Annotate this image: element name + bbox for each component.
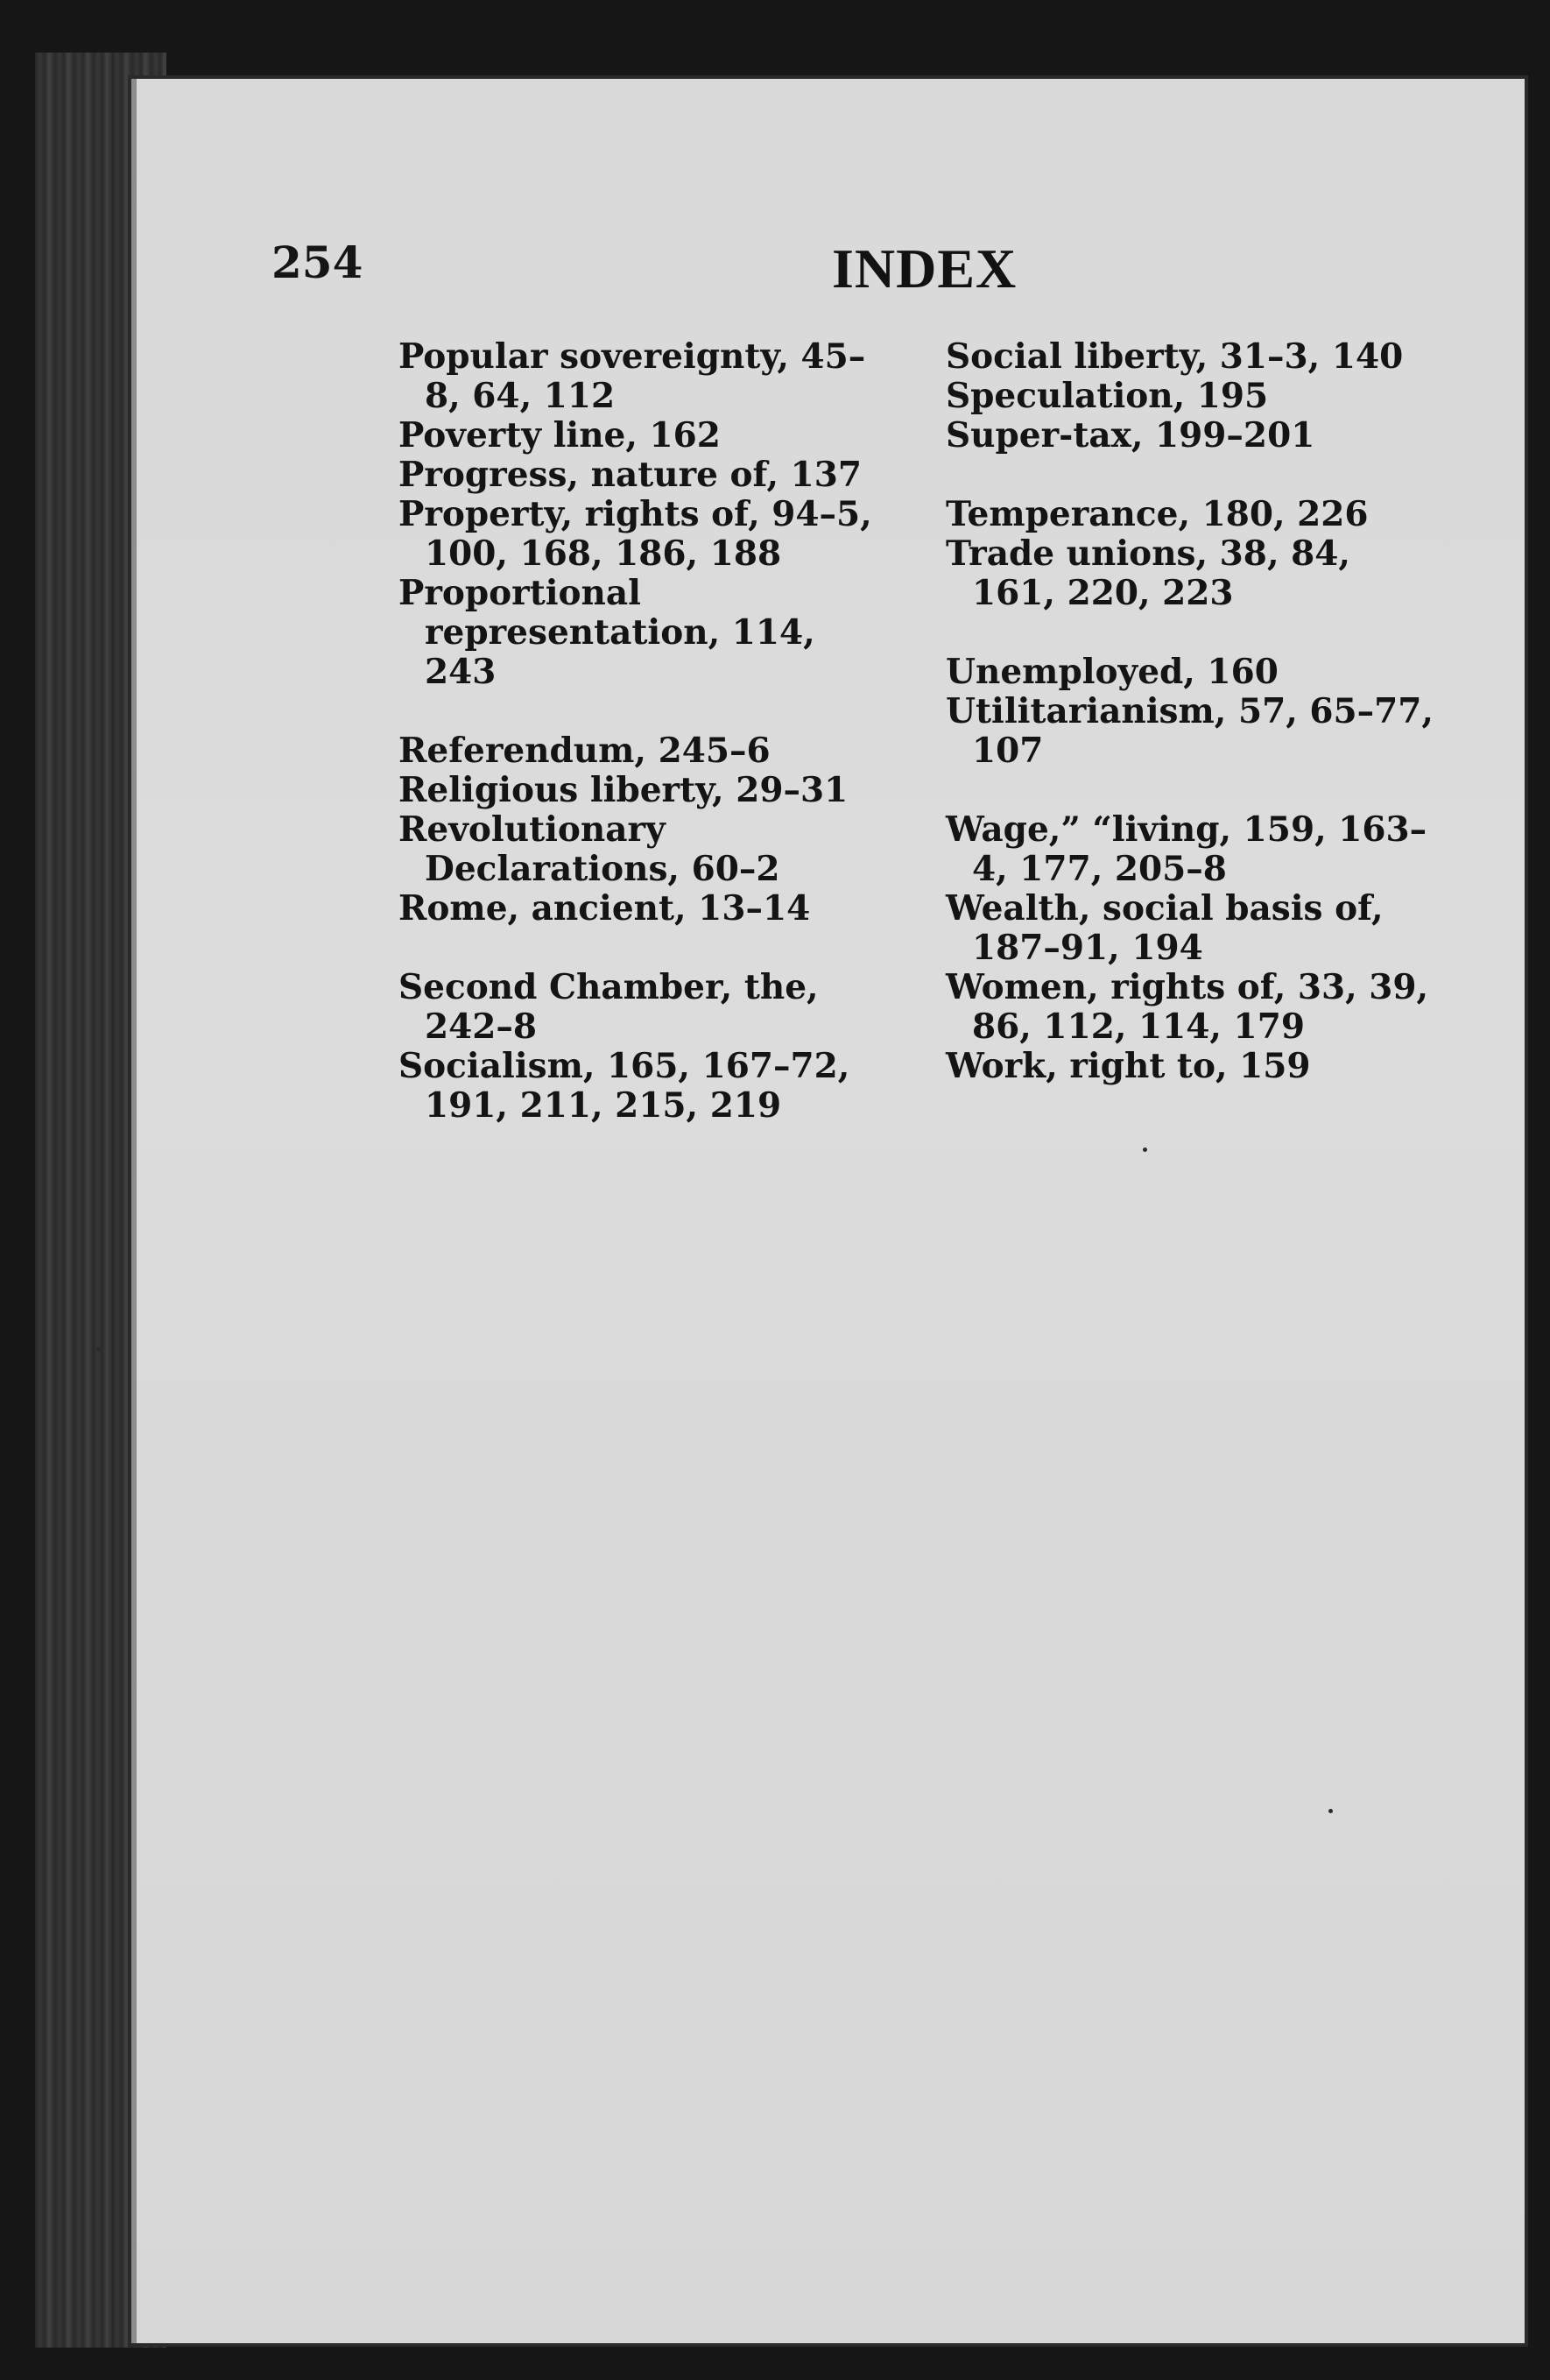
page-number: 254: [271, 237, 363, 288]
scan-speck: [1328, 1809, 1333, 1813]
index-entry: Revolutionary Declarations, 60–2: [398, 809, 780, 889]
index-entry: Popular sovereignty, 45–8, 64, 112: [398, 336, 866, 416]
index-column-left: [398, 337, 898, 1126]
index-entry: Wage,” “living, 159, 163–4, 177, 205–8: [946, 809, 1427, 889]
index-entry: Poverty line, 162: [398, 415, 721, 456]
index-entry: Proportional representation, 114, 243: [398, 573, 815, 692]
page-title: INDEX: [832, 237, 1018, 300]
section-gap: [946, 613, 1445, 653]
scan-speck: [96, 1347, 101, 1352]
index-entry: Utilitarianism, 57, 65–77, 107: [946, 691, 1434, 771]
index-entry: Work, right to, 159: [946, 1046, 1311, 1086]
index-entry: Speculation, 195: [946, 376, 1269, 416]
index-column-right: [946, 337, 1445, 1086]
index-entry: Super-tax, 199–201: [946, 415, 1315, 456]
index-entry: Wealth, social basis of, 187–91, 194: [946, 888, 1384, 968]
index-entry: Trade unions, 38, 84, 161, 220, 223: [946, 533, 1350, 613]
section-gap: [946, 456, 1445, 495]
index-entry: Referendum, 245–6: [398, 731, 771, 771]
index-entry: Second Chamber, the, 242–8: [398, 967, 819, 1047]
index-entry: Unemployed, 160: [946, 652, 1279, 692]
index-entry: Property, rights of, 94–5, 100, 168, 186, 188: [398, 494, 872, 574]
index-entry: Rome, ancient, 13–14: [398, 888, 811, 929]
section-gap: [398, 929, 898, 968]
index-entry: Progress, nature of, 137: [398, 455, 863, 495]
section-gap: [946, 771, 1445, 810]
index-entry: Women, rights of, 33, 39, 86, 112, 114, 179: [946, 967, 1429, 1047]
section-gap: [398, 692, 898, 731]
scan-speck: [1143, 1148, 1147, 1152]
index-entry: Temperance, 180, 226: [946, 494, 1369, 534]
index-entry: Social liberty, 31–3, 140: [946, 336, 1404, 377]
index-entry: Religious liberty, 29–31: [398, 770, 849, 810]
index-entry: Socialism, 165, 167–72, 191, 211, 215, 219: [398, 1046, 850, 1126]
